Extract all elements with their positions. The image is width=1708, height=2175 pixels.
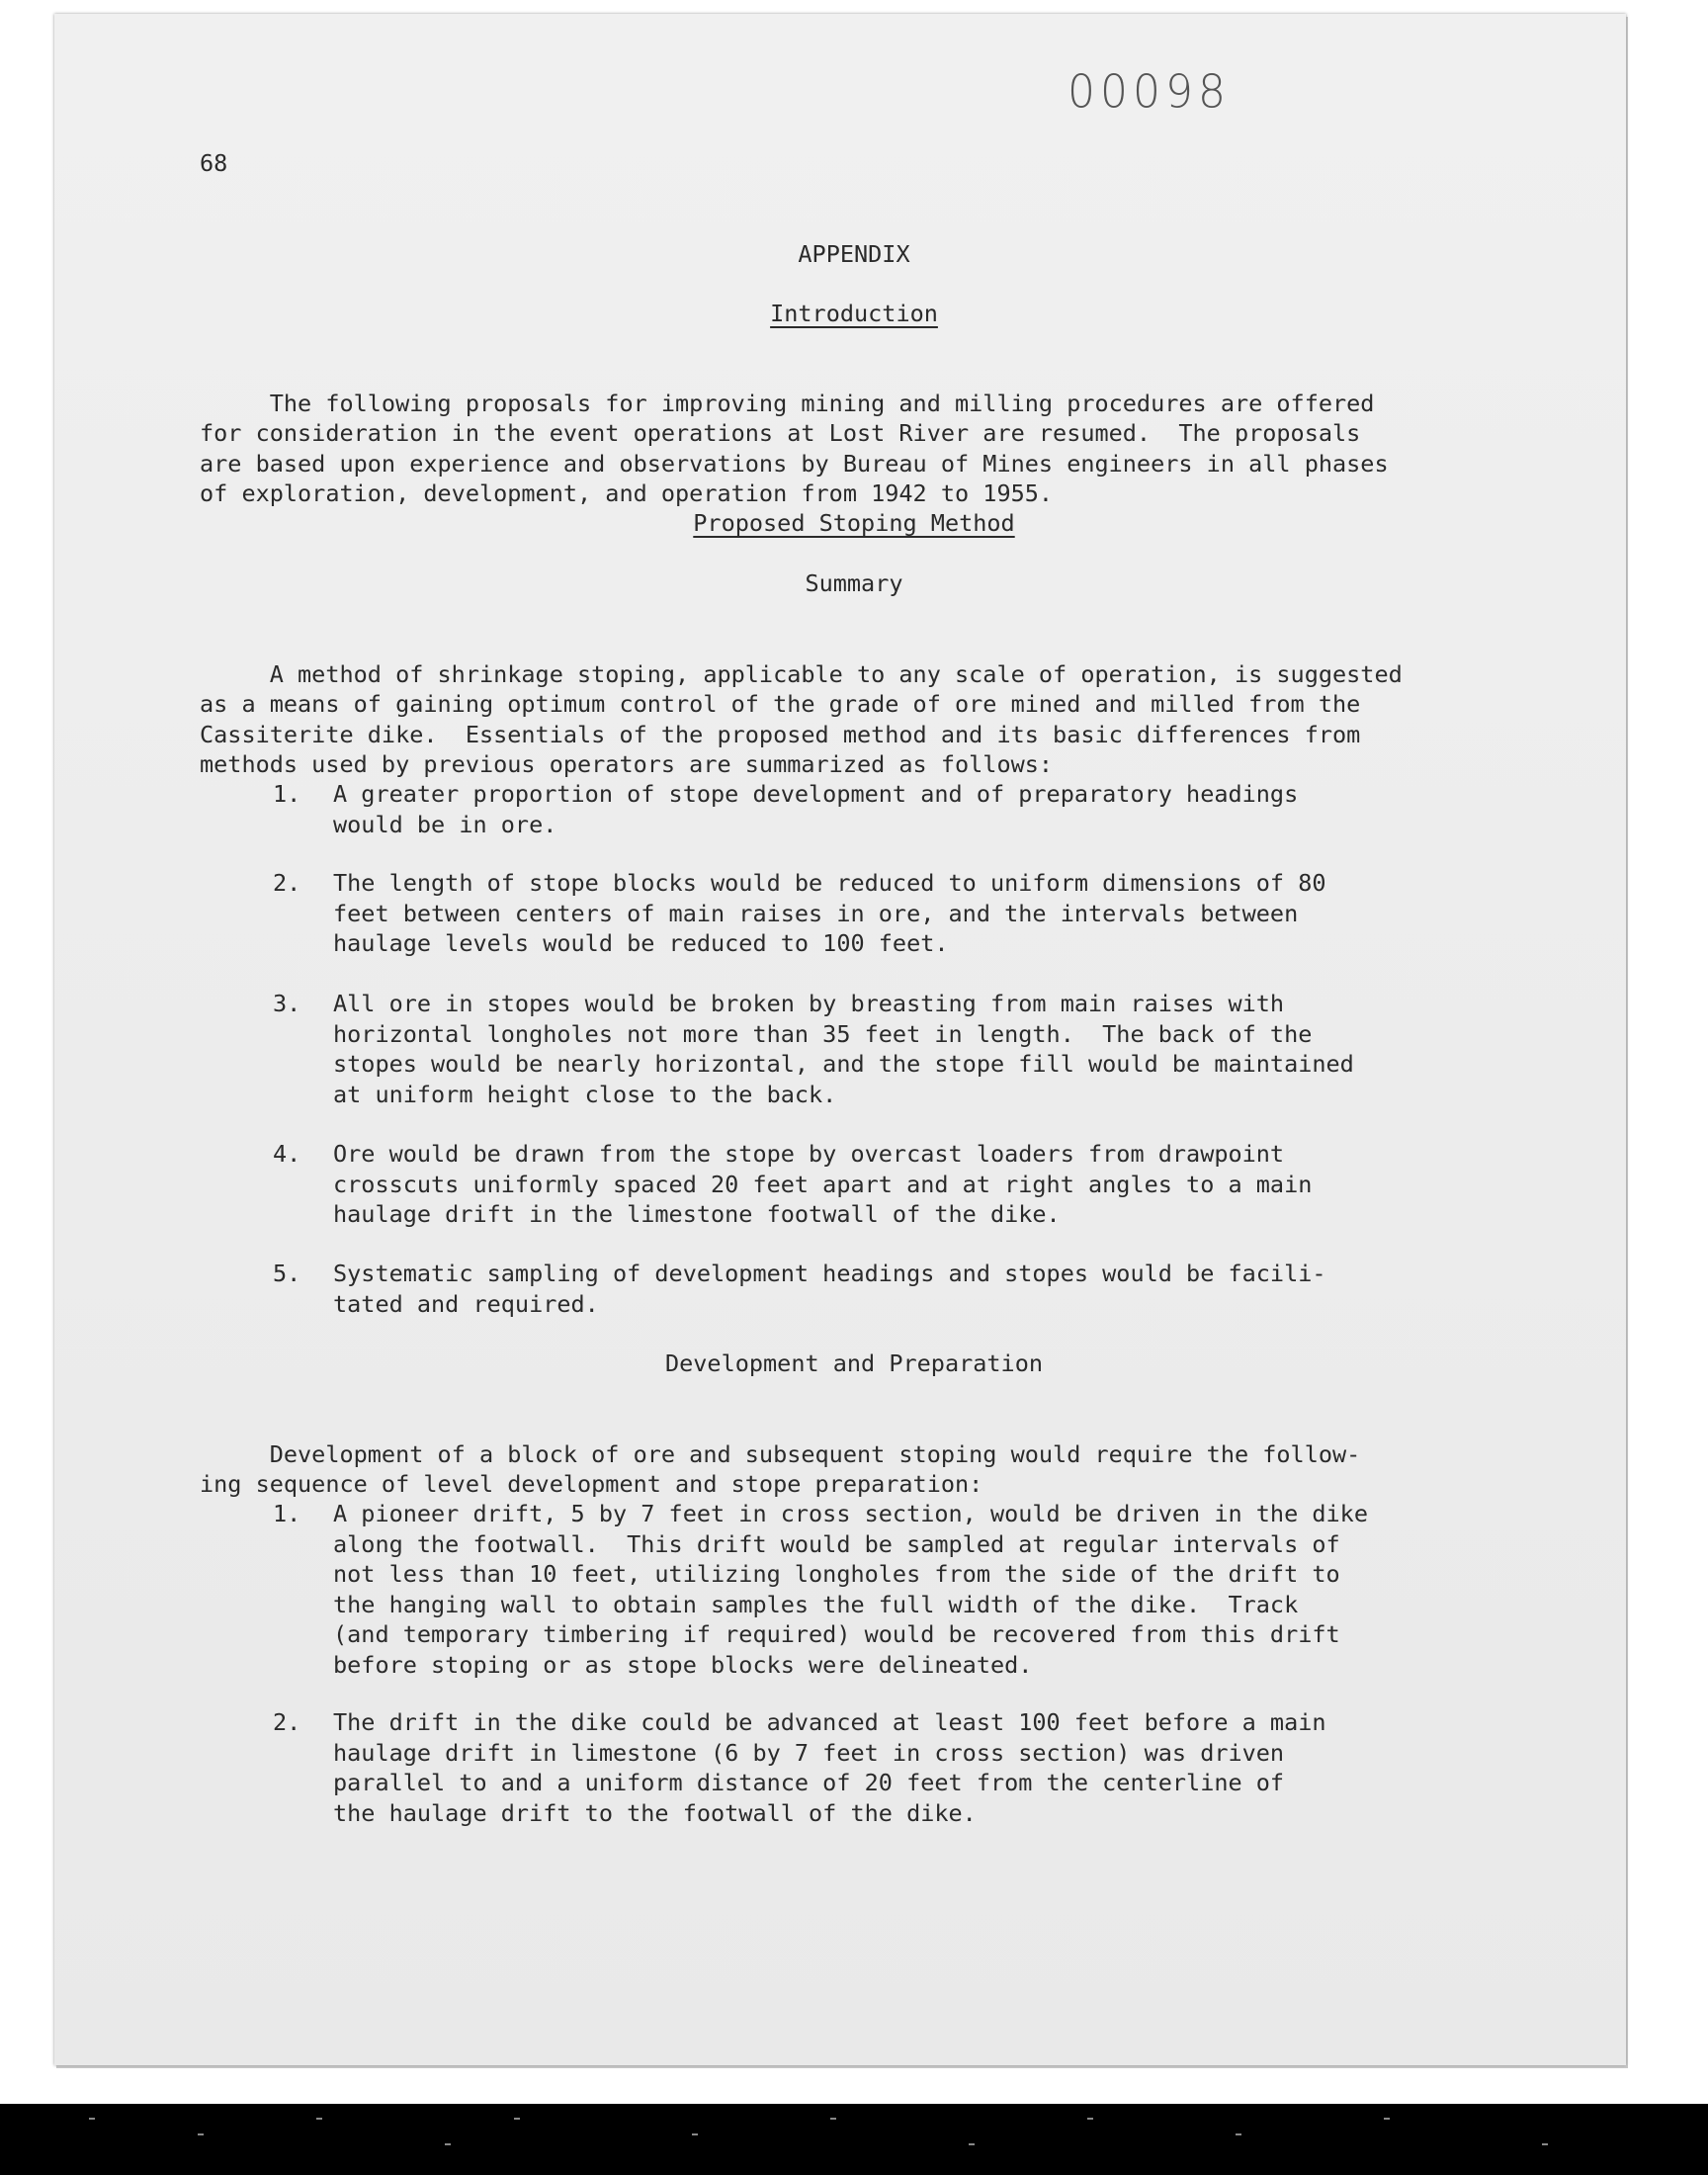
list-item <box>333 1139 1312 1230</box>
text-line: as a means of gaining optimum control of the grade of ore mined and milled from the <box>200 690 1361 718</box>
text-line: the haulage drift to the footwall of the dike. <box>333 1798 977 1827</box>
heading-introduction: Introduction <box>770 300 938 327</box>
list-number: 1. <box>273 1500 301 1527</box>
text-line: (and temporary timbering if required) would be recovered from this drift <box>333 1620 1340 1648</box>
list-number: 3. <box>273 990 301 1017</box>
list-item <box>333 1259 1326 1319</box>
text-line: Development of a block of ore and subsequent stoping would require the follow- <box>200 1439 1361 1468</box>
list-number: 2. <box>273 869 301 897</box>
list-number: 2. <box>273 1708 301 1736</box>
text-line: A method of shrinkage stoping, applicable to any scale of operation, is suggested <box>200 659 1403 688</box>
text-line: along the footwall. This drift would be sampled at regular intervals of <box>333 1529 1340 1558</box>
text-line: the hanging wall to obtain samples the full width of the dike. Track <box>333 1590 1299 1618</box>
heading-proposed-wrap <box>0 508 1708 539</box>
text-line: parallel to and a uniform distance of 20 feet from the centerline of <box>333 1769 1285 1796</box>
heading-development-preparation: Development and Preparation <box>664 1349 1043 1377</box>
text-line: stopes would be nearly horizontal, and the stope fill would be maintained <box>333 1050 1354 1078</box>
text-line: feet between centers of main raises in ore, and the intervals between <box>333 899 1299 927</box>
list-item <box>333 779 1298 839</box>
scanner-border <box>0 2104 1708 2175</box>
text-line: are based upon experience and observations by Bureau of Mines engineers in all phases <box>200 449 1389 478</box>
heading-summary: Summary <box>805 569 903 597</box>
text-line: at uniform height close to the back. <box>333 1080 837 1108</box>
text-line: haulage drift in the limestone footwall of the dike. <box>333 1200 1061 1228</box>
text-line: Cassiterite dike. Essentials of the proposed method and its basic differences from <box>200 720 1361 748</box>
text-line: methods used by previous operators are summarized as follows: <box>200 750 1054 778</box>
heading-proposed-stoping-method: Proposed Stoping Method <box>693 509 1015 537</box>
list-number: 5. <box>273 1260 301 1287</box>
text-line: would be in ore. <box>333 810 557 838</box>
text-line: not less than 10 feet, utilizing longholes from the side of the drift to <box>333 1560 1340 1588</box>
text-line: haulage levels would be reduced to 100 feet. <box>333 929 949 957</box>
text-line: A pioneer drift, 5 by 7 feet in cross section, would be driven in the dike <box>333 1500 1368 1527</box>
text-line: horizontal longholes not more than 35 feet in length. The back of the <box>333 1019 1313 1048</box>
list-item <box>333 989 1354 1109</box>
text-line: crosscuts uniformly spaced 20 feet apart and at right angles to a main <box>333 1170 1313 1198</box>
text-line: of exploration, development, and operation from 1942 to 1955. <box>200 479 1054 507</box>
text-line: The following proposals for improving mining and milling procedures are offered <box>200 389 1375 417</box>
text-line: The drift in the dike could be advanced at least 100 feet before a main <box>333 1708 1326 1736</box>
list-number: 1. <box>273 780 301 808</box>
text-line: A greater proportion of stope development and of preparatory headings <box>333 780 1299 808</box>
text-line: tated and required. <box>333 1289 599 1318</box>
list-item <box>333 1499 1368 1680</box>
list-item <box>333 1707 1326 1828</box>
text-line: Ore would be drawn from the stope by overcast loaders from drawpoint <box>333 1140 1285 1168</box>
text-line: All ore in stopes would be broken by breasting from main raises with <box>333 990 1285 1017</box>
text-line: for consideration in the event operations at Lost River are resumed. The proposals <box>200 419 1361 447</box>
page-number: 68 <box>200 149 228 177</box>
text-line: The length of stope blocks would be reduced to uniform dimensions of 80 <box>333 869 1326 897</box>
list-item <box>333 868 1326 959</box>
document-stamp: 00098 <box>1068 65 1231 120</box>
heading-introduction-wrap <box>0 299 1708 329</box>
list-number: 4. <box>273 1140 301 1168</box>
text-line: haulage drift in limestone (6 by 7 feet in cross section) was driven <box>333 1738 1285 1767</box>
text-line: ing sequence of level development and stope preparation: <box>200 1470 983 1498</box>
text-line: Systematic sampling of development headings and stopes would be facili- <box>333 1260 1326 1287</box>
text-line: before stoping or as stope blocks were delineated. <box>333 1650 1033 1679</box>
heading-appendix: APPENDIX <box>798 240 910 268</box>
